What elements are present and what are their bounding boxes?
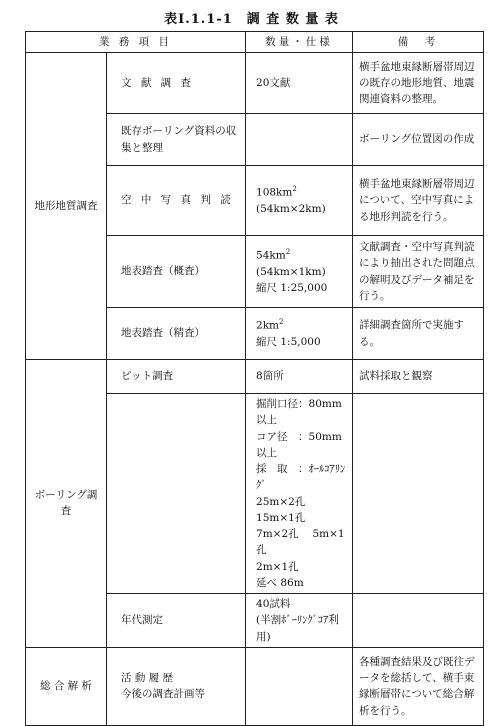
note-cell: 横手盆地東縁断層帯周辺の既存の地形地質、地震関連資料の整理。 [353, 53, 484, 114]
item-cell: 活 動 履 歴 今後の調査計画等 [107, 647, 246, 725]
item-cell: ピット調査 [107, 360, 246, 394]
category-cell: 地形地質調査 [26, 53, 107, 360]
qty-cell [246, 114, 353, 166]
header-item: 業 務 項 目 [26, 32, 246, 53]
item-cell: 地表踏査（概査） [107, 236, 246, 308]
note-cell: 各種調査結果及び既往データを総括して、横手東縁断層帯について総合解析を行う。 [353, 647, 484, 725]
qty-cell: 40試料 (半割ﾎﾞｰﾘﾝｸﾞｺｱ利用) [246, 594, 353, 648]
table-title: 表Ⅰ.1.1-1 調 査 数 量 表 [164, 12, 339, 27]
qty-cell: 8箇所 [246, 360, 353, 394]
qty-cell: $108km^2$ (54km×2km) [246, 166, 353, 236]
note-cell: 試料採取と観察 [353, 360, 484, 394]
item-cell: 空 中 写 真 判 読 [107, 166, 246, 236]
header-qty: 数量・仕様 [246, 32, 353, 53]
header-row [26, 32, 484, 53]
note-cell: 詳細調査箇所で実施する。 [353, 308, 484, 360]
item-cell: 文 献 調 査 [107, 53, 246, 114]
note-cell: ボーリング位置図の作成 [353, 114, 484, 166]
qty-cell: 掘削口径：80mm以上 コア径 ：50mm以上 採 取 ：ｵｰﾙｺｱﾘﾝｸﾞ 25m×2孔 15m×1孔 7m×2孔 5m×1孔 2m×1孔 延べ 86m [246, 394, 353, 594]
qty-cell: $2km^2$ 縮尺 1:5,000 [246, 308, 353, 360]
category-cell: ボーリング調査 [26, 360, 107, 648]
table-row [26, 360, 484, 394]
qty-cell: 20文献 [246, 53, 353, 114]
note-cell: 横手盆地東縁断層帯周辺について、空中写真による地形判読を行う。 [353, 166, 484, 236]
note-cell [353, 394, 484, 594]
qty-cell [246, 647, 353, 725]
table-row [26, 53, 484, 114]
survey-quantity-table [25, 31, 484, 726]
item-cell [107, 394, 246, 594]
item-cell: 既存ボーリング資料の収集と整理 [107, 114, 246, 166]
note-cell [353, 594, 484, 648]
item-cell: 年代測定 [107, 594, 246, 648]
note-cell: 文献調査・空中写真判読により抽出された問題点の解明及びデータ補足を行う。 [353, 236, 484, 308]
qty-cell: $54km^2$ (54km×1km) 縮尺 1:25,000 [246, 236, 353, 308]
item-cell: 地表踏査（精査） [107, 308, 246, 360]
category-cell: 総 合 解 析 [26, 647, 107, 725]
table-row [26, 647, 484, 725]
header-note: 備 考 [353, 32, 484, 53]
